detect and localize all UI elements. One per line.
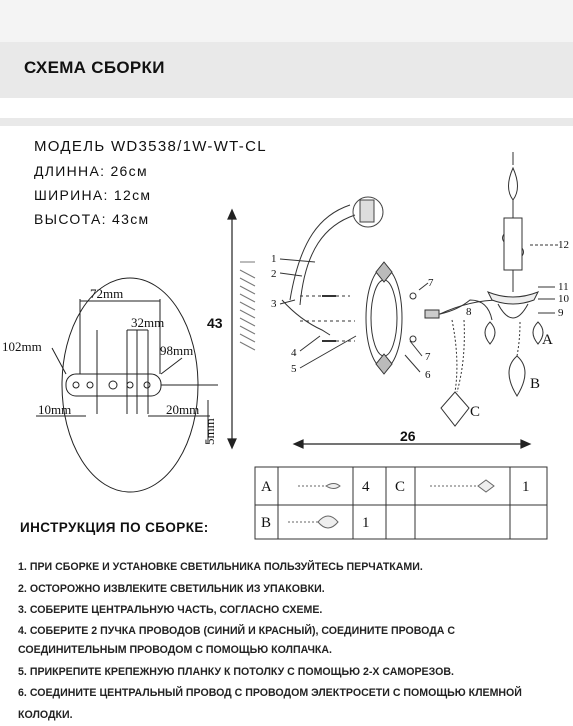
lamp-exploded-view	[280, 152, 558, 426]
header-band	[0, 42, 573, 98]
callout-1: 1	[271, 253, 277, 265]
instruction-step: 5. ПРИКРЕПИТЕ КРЕПЕЖНУЮ ПЛАНКУ К ПОТОЛКУ С ПОМОЩЬЮ 2-Х САМОРЕЗОВ.	[18, 665, 454, 678]
part-b-letter: B	[261, 515, 272, 531]
dim-20: 20mm	[166, 402, 200, 417]
parts-table	[255, 467, 547, 539]
pendant-letter-c: C	[470, 404, 481, 420]
callout-8: 8	[466, 306, 472, 318]
dim-32: 32mm	[131, 315, 165, 330]
model-name: МОДЕЛЬ WD3538/1W-WT-CL	[34, 138, 267, 155]
callout-9: 9	[558, 307, 564, 319]
section-divider	[0, 118, 573, 126]
crystal-c-icon	[430, 480, 494, 492]
dim-26: 26	[400, 428, 416, 444]
part-a-qty: 4	[362, 479, 370, 495]
spec-length: ДЛИННА: 26см	[34, 163, 148, 179]
crystal-a-icon	[298, 484, 340, 489]
callout-5: 5	[291, 363, 297, 375]
part-b-qty: 1	[362, 515, 370, 531]
dim-43: 43	[207, 315, 223, 331]
instruction-step: 2. ОСТОРОЖНО ИЗВЛЕКИТЕ СВЕТИЛЬНИК ИЗ УПАКОВКИ.	[18, 582, 325, 595]
instruction-list	[18, 557, 563, 726]
instruction-step: 6. СОЕДИНИТЕ ЦЕНТРАЛЬНЫЙ ПРОВОД С ПРОВОДОМ ЭЛЕКТРОСЕТИ С ПОМОЩЬЮ КЛЕМНОЙ КОЛОДКИ.	[18, 687, 522, 721]
top-band	[0, 0, 573, 42]
callout-7b: 7	[425, 351, 431, 363]
pendant-letter-b: B	[530, 376, 541, 392]
spec-width: ШИРИНА: 12см	[34, 187, 152, 203]
dimension-labels-left	[2, 286, 217, 445]
callout-12: 12	[558, 239, 569, 251]
page-title: СХЕМА СБОРКИ	[24, 58, 165, 77]
callout-4: 4	[291, 347, 297, 359]
height-dimension	[228, 210, 236, 448]
callout-7a: 7	[428, 277, 434, 289]
instruction-step: 4. СОБЕРИТЕ 2 ПУЧКА ПРОВОДОВ (СИНИЙ И КРАСНЫЙ), СОЕДИНИТЕ ПРОВОДА С СОЕДИНИТЕЛЬНЫМ ПРОВОДОМ С ПОМОЩЬЮ КОЛПАЧКА.	[18, 624, 456, 656]
dim-102: 102mm	[2, 339, 42, 354]
dim-10: 10mm	[38, 402, 72, 417]
crystal-b-icon	[288, 516, 338, 528]
part-c-letter: C	[395, 479, 406, 495]
callout-2: 2	[271, 268, 277, 280]
wall-hatch	[240, 262, 255, 350]
dim-72: 72mm	[90, 286, 124, 301]
callout-11: 11	[558, 281, 569, 293]
pendant-letter-a: A	[542, 332, 553, 348]
spec-height: ВЫСОТА: 43см	[34, 211, 150, 227]
mounting-plate-drawing	[36, 278, 218, 492]
instruction-step: 3. СОБЕРИТЕ ЦЕНТРАЛЬНУЮ ЧАСТЬ, СОГЛАСНО СХЕМЕ.	[18, 604, 323, 616]
part-a-letter: A	[261, 479, 272, 495]
dim-98: 98mm	[160, 343, 194, 358]
callout-3: 3	[271, 298, 277, 310]
instruction-step: 1. ПРИ СБОРКЕ И УСТАНОВКЕ СВЕТИЛЬНИКА ПОЛЬЗУЙТЕСЬ ПЕРЧАТКАМИ.	[18, 561, 423, 573]
instructions-title: ИНСТРУКЦИЯ ПО СБОРКЕ:	[20, 520, 209, 535]
dim-5: 5mm	[202, 418, 217, 445]
part-c-qty: 1	[522, 479, 530, 495]
callout-10: 10	[558, 293, 569, 305]
callout-6: 6	[425, 369, 431, 381]
